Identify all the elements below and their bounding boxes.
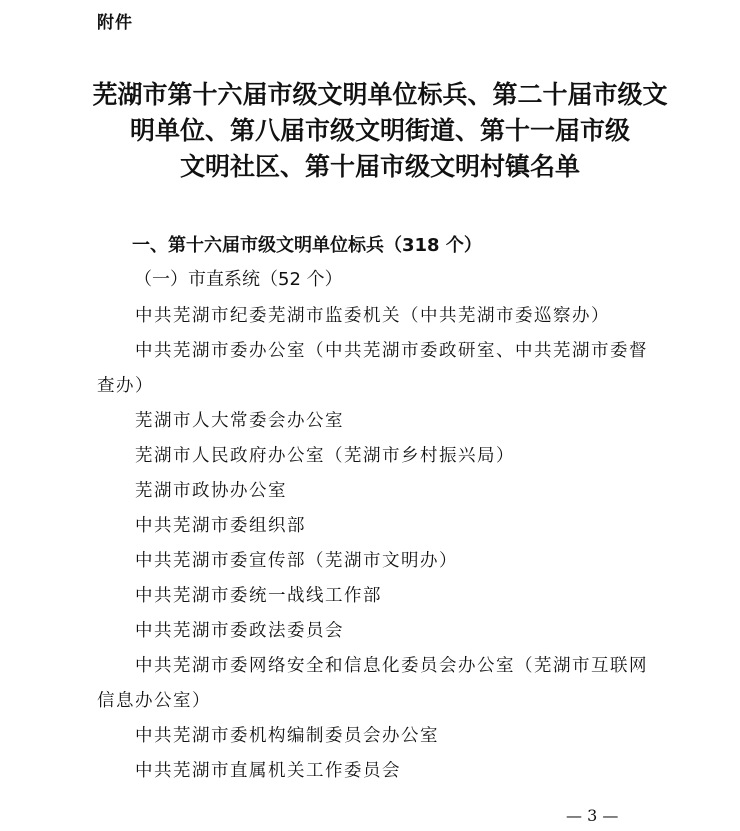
list-item: 中共芜湖市委办公室（中共芜湖市委政研室、中共芜湖市委督查办）: [97, 341, 648, 396]
list-item: 中共芜湖市纪委芜湖市监委机关（中共芜湖市委巡察办）: [135, 306, 610, 326]
list-item: 中共芜湖市委机构编制委员会办公室: [135, 726, 439, 746]
list-item: 中共芜湖市委网络安全和信息化委员会办公室（芜湖市互联网信息办公室）: [97, 656, 648, 711]
list-item: 芜湖市人大常委会办公室: [135, 411, 344, 431]
subsection-heading: （一）市直系统（52 个）: [134, 269, 343, 290]
list-item: 中共芜湖市委政法委员会: [135, 621, 344, 641]
title-line-1: 芜湖市第十六届市级文明单位标兵、第二十届市级文: [92, 80, 668, 109]
title-line-2: 明单位、第八届市级文明街道、第十一届市级: [129, 116, 630, 145]
list-item: 中共芜湖市委组织部: [135, 516, 306, 536]
document-title: [60, 77, 700, 185]
unit-list: [97, 299, 657, 789]
page-number: — 3 —: [566, 806, 619, 825]
attachment-label: 附件: [97, 13, 133, 33]
list-item: 芜湖市人民政府办公室（芜湖市乡村振兴局）: [135, 446, 515, 466]
list-item: 中共芜湖市委统一战线工作部: [135, 586, 382, 606]
section-heading: 一、第十六届市级文明单位标兵（318 个）: [132, 235, 482, 256]
list-item: 中共芜湖市委宣传部（芜湖市文明办）: [135, 551, 458, 571]
list-item: 芜湖市政协办公室: [135, 481, 287, 501]
list-item: 中共芜湖市直属机关工作委员会: [135, 761, 401, 781]
title-line-3: 文明社区、第十届市级文明村镇名单: [179, 152, 580, 181]
